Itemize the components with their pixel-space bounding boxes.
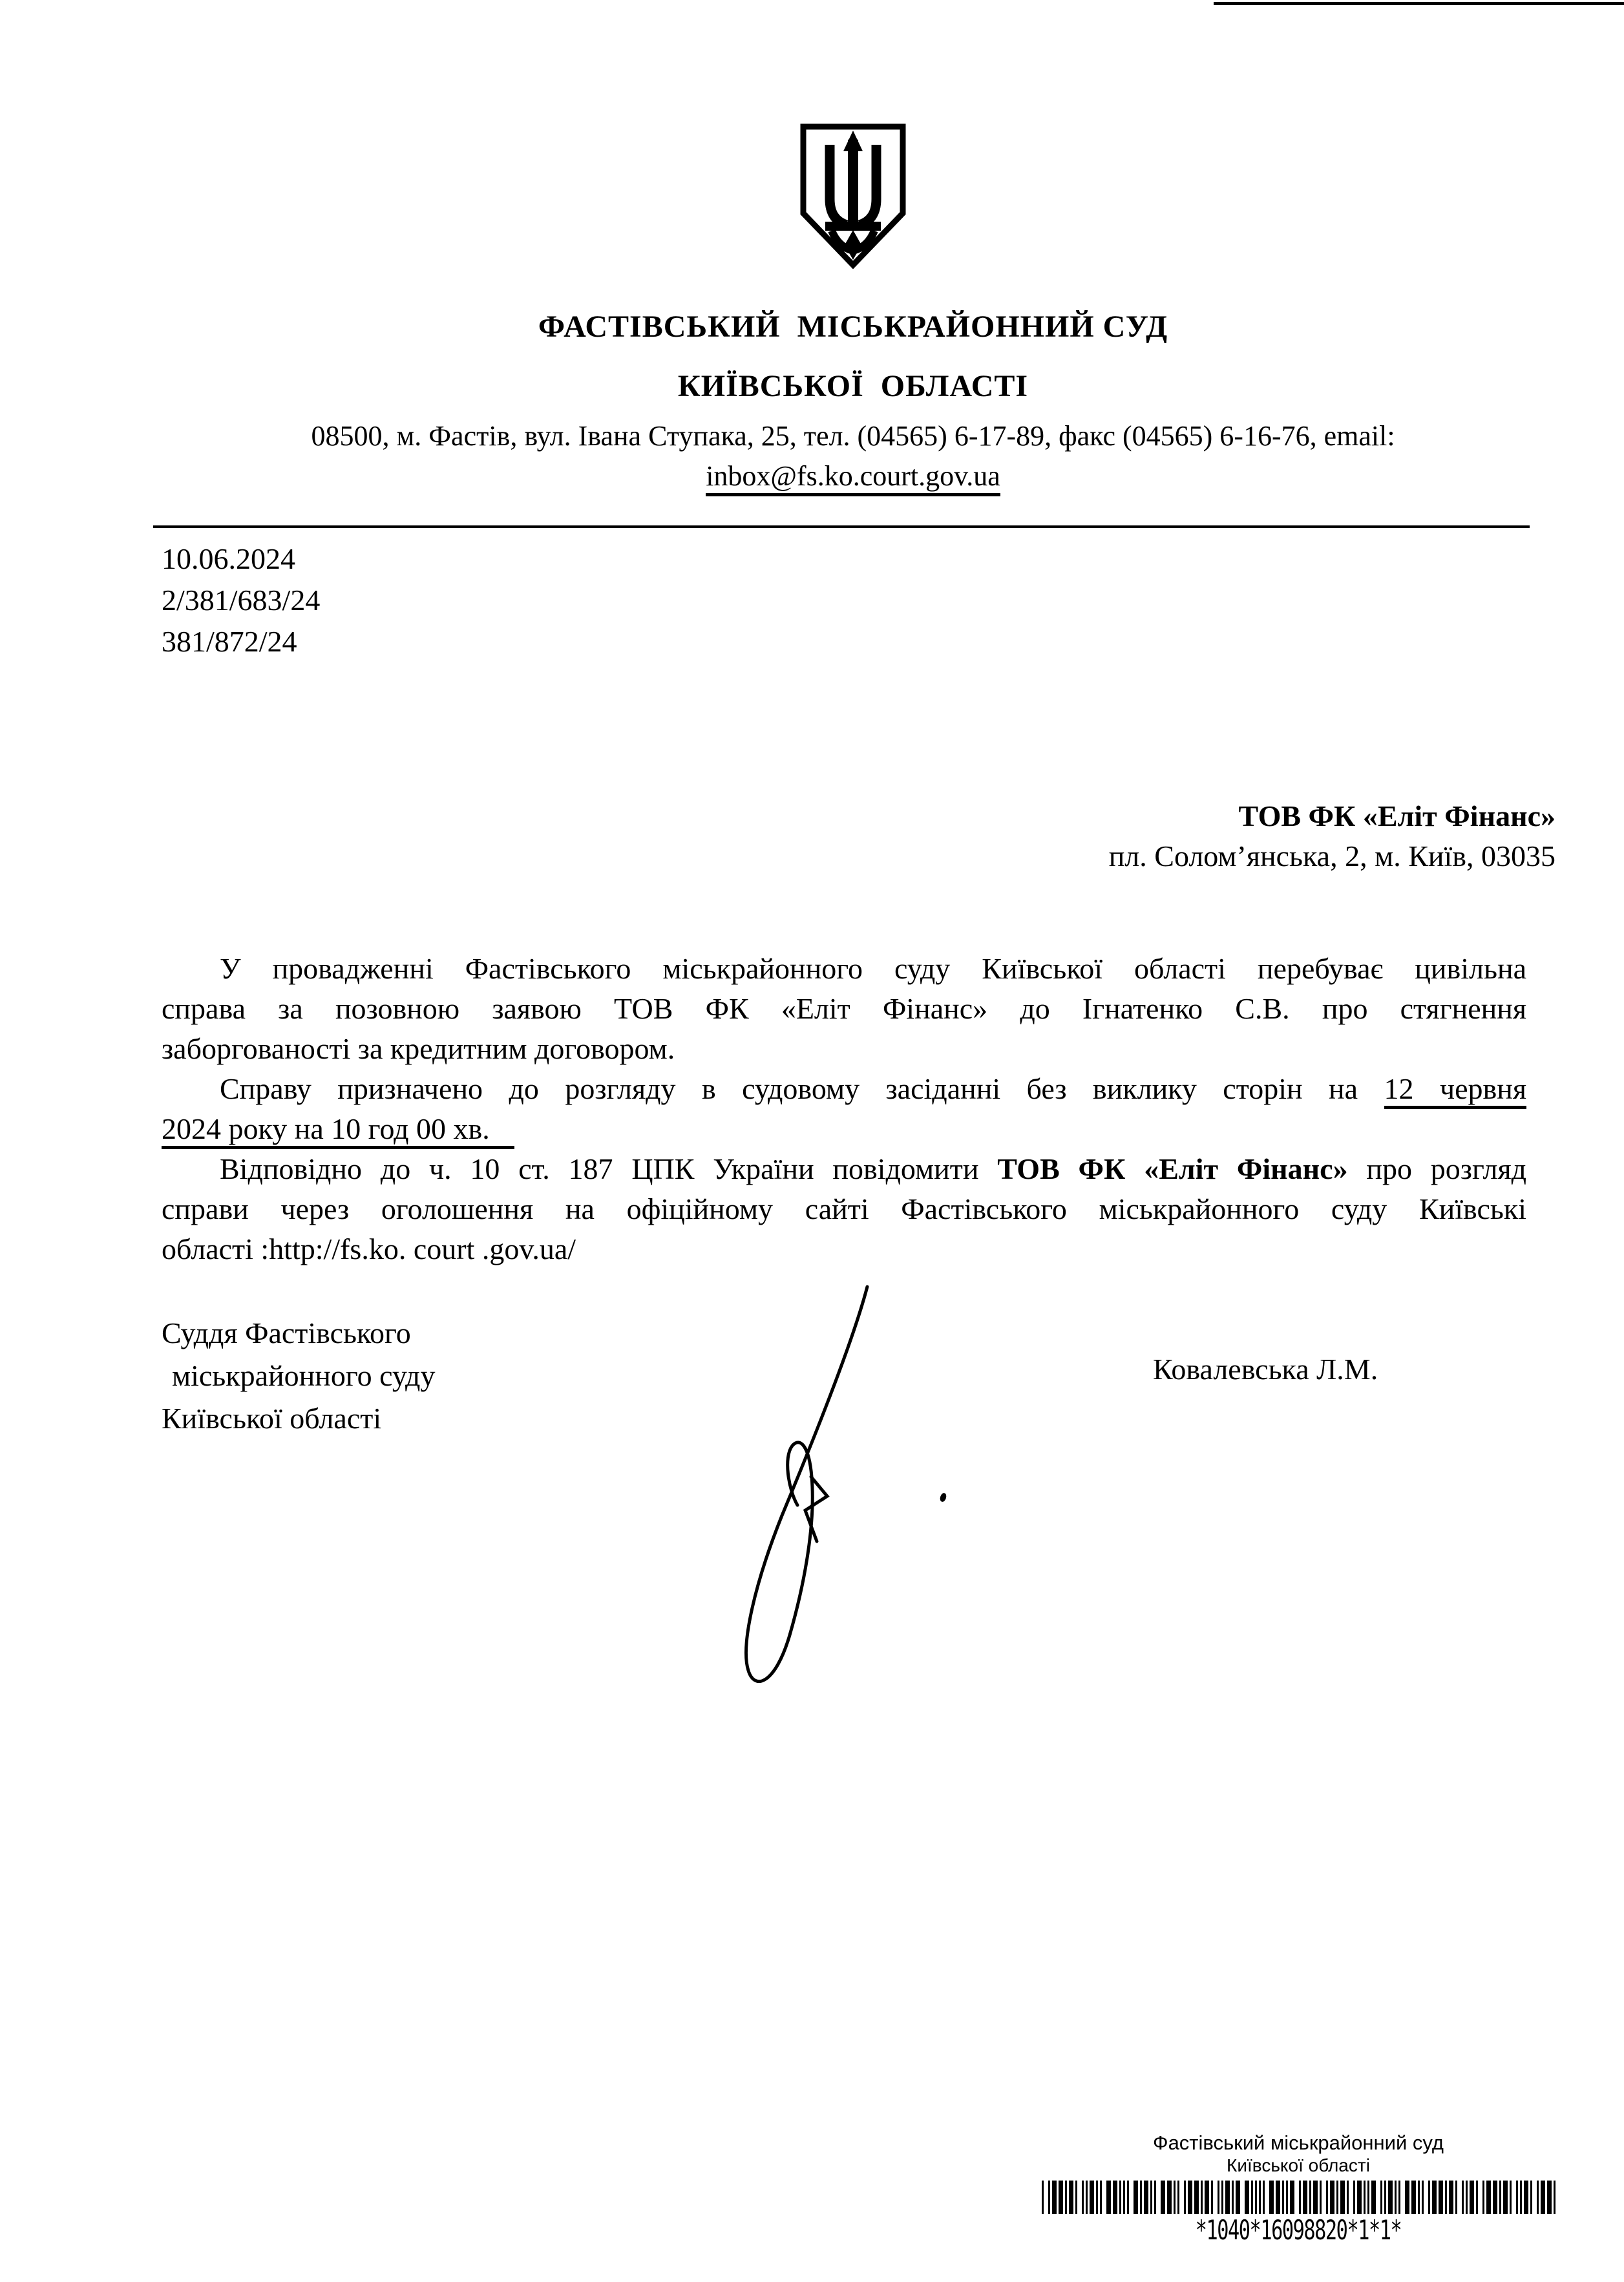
judge-title-block <box>162 1312 435 1440</box>
case-number: 2/381/683/24 <box>162 584 321 617</box>
court-name-line-2: КИЇВСЬКОЇ ОБЛАСТІ <box>677 369 1029 403</box>
barcode-value-text: *1040*16098820*1*1* <box>1195 2214 1402 2246</box>
judge-handwritten-signature <box>679 1283 892 1700</box>
ink-dot-artifact <box>939 1492 947 1503</box>
notified-party-name: ТОВ ФК «Еліт Фінанс» <box>997 1152 1348 1185</box>
judge-name: Ковалевська Л.М. <box>1153 1353 1378 1386</box>
stamp-court-name-line-2: Київської області <box>1227 2155 1370 2175</box>
document-number: 381/872/24 <box>162 625 297 658</box>
letter-body <box>162 949 1526 1269</box>
court-email: inbox@fs.ko.court.gov.ua <box>706 460 1000 496</box>
paragraph-1-line-1: У провадженні Фастівського міськрайонного суду Київської області перебуває цивільна <box>220 952 1526 985</box>
paragraph-3-line-2: справи через оголошення на офіційному сайті Фастівського міськрайонного суду Київські <box>162 1192 1526 1225</box>
letterhead-divider-line <box>153 525 1530 528</box>
registration-stamp-block <box>1038 2131 1559 2246</box>
ukraine-trident-icon <box>797 123 909 270</box>
court-email-line <box>171 460 1535 492</box>
paragraph-2-line-1 <box>162 1069 1526 1109</box>
court-name-line-1: ФАСТІВСЬКИЙ МІСЬКРАЙОННИЙ СУД <box>538 310 1168 344</box>
hearing-date-underlined: 12 червня <box>1384 1072 1526 1109</box>
judge-title-line-3: Київської області <box>162 1402 382 1435</box>
paragraph-2-line-2 <box>162 1109 1526 1149</box>
reference-block <box>162 538 320 662</box>
paragraph-3-line-1-end: про розгляд <box>1347 1152 1527 1185</box>
stamp-court-name-line-1: Фастівський міськрайонний суд <box>1153 2131 1444 2154</box>
recipient-block <box>937 796 1555 876</box>
document-date: 10.06.2024 <box>162 542 295 575</box>
judge-title-line-2: міськрайонного суду <box>172 1359 436 1392</box>
hearing-time-underlined: 2024 року на 10 год 00 хв. <box>162 1112 514 1149</box>
code39-barcode <box>1042 2181 1555 2214</box>
recipient-address: пл. Солом’янська, 2, м. Київ, 03035 <box>1108 840 1555 872</box>
judge-title-line-1: Суддя Фастівського <box>162 1316 411 1349</box>
paragraph-1-line-3: заборгованості за кредитним договором. <box>162 1032 675 1065</box>
paragraph-1-line-2: справа за позовною заявою ТОВ ФК «Еліт Фінанс» до Ігнатенко С.В. про стягнення <box>162 992 1526 1025</box>
recipient-name: ТОВ ФК «Еліт Фінанс» <box>1238 799 1555 832</box>
court-address-line: 08500, м. Фастів, вул. Івана Ступака, 25, тел. (04565) 6-17-89, факс (04565) 6-16-76, email: <box>311 420 1395 452</box>
paragraph-3-line-1 <box>162 1149 1526 1189</box>
law-reference-text: Відповідно до ч. 10 ст. 187 ЦПК України повідомити <box>220 1152 998 1185</box>
hearing-sentence-start: Справу призначено до розгляду в судовому засіданні без виклику сторін на <box>220 1072 1384 1105</box>
scan-artifact-top-line <box>1214 2 1624 5</box>
paragraph-3-line-3-court-site-url: області :http://fs.ko. court .gov.ua/ <box>162 1232 576 1265</box>
letterhead <box>171 123 1535 492</box>
